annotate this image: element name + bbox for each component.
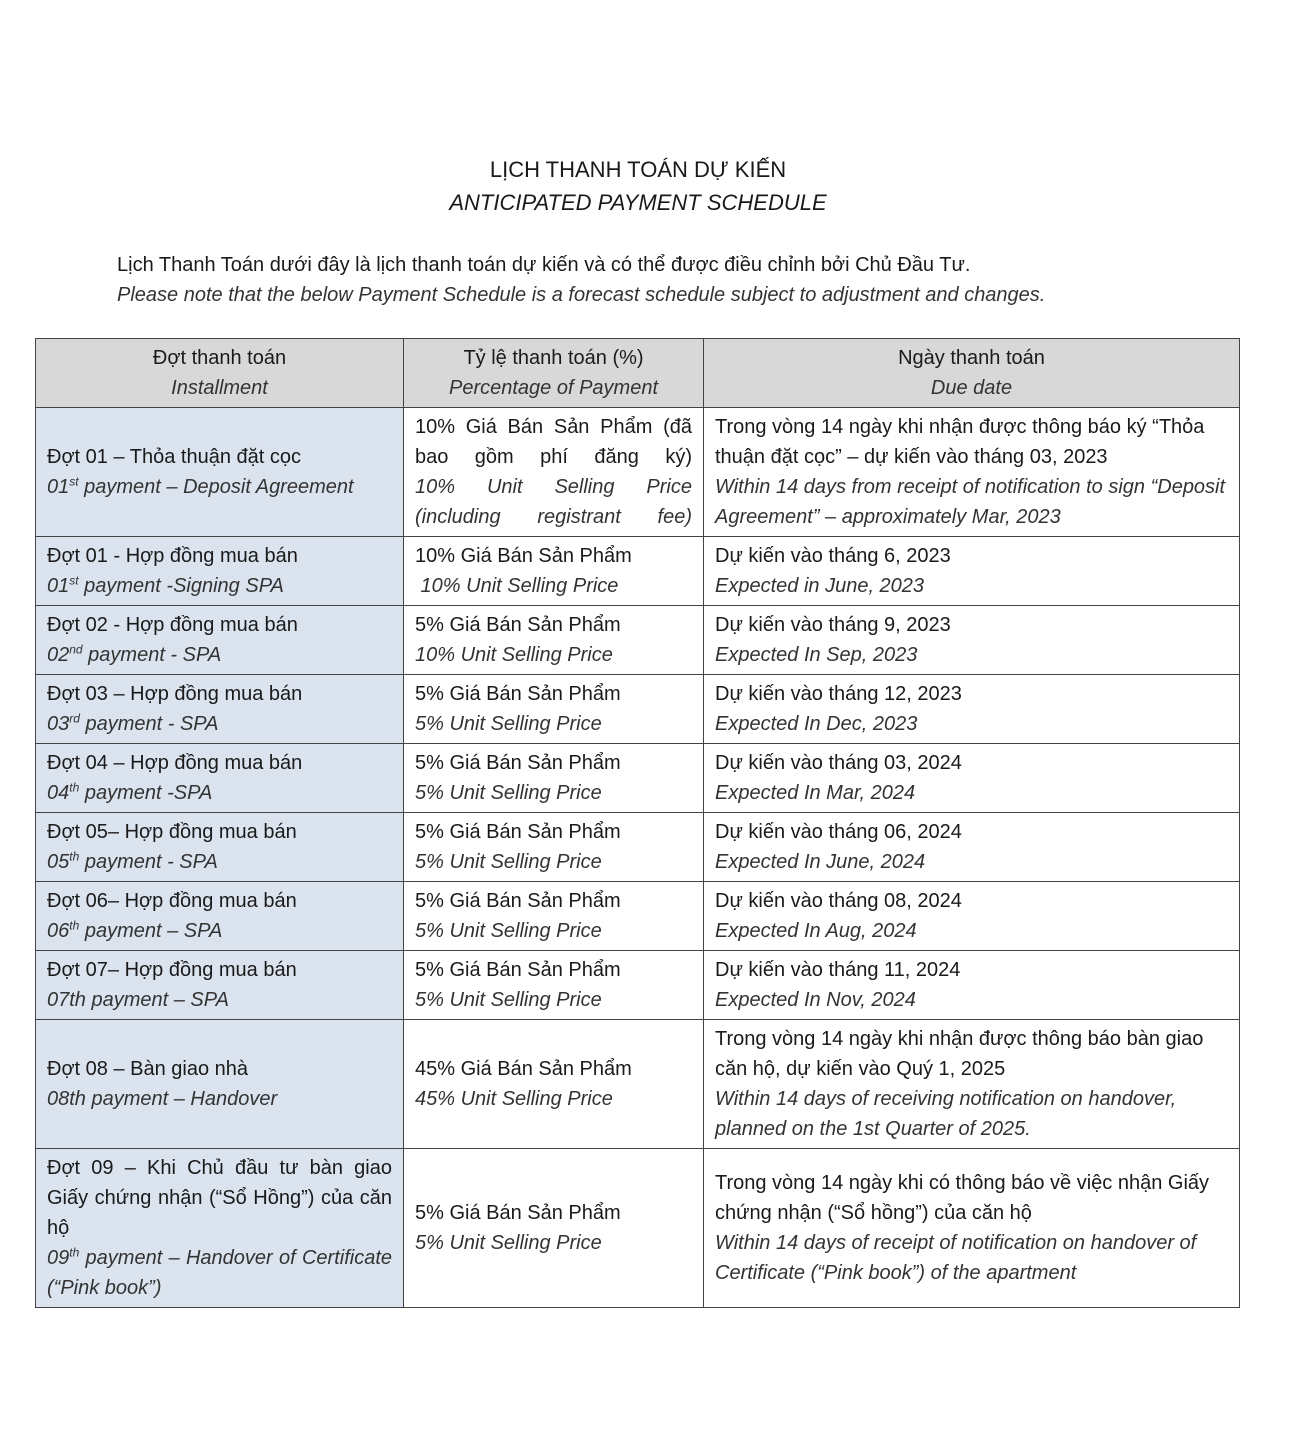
percentage-en: 10% Unit Selling Price (including registrant fee) — [415, 476, 692, 528]
installment-cell — [36, 606, 404, 675]
due-date-cell — [704, 882, 1240, 951]
installment-vi: Đợt 07– Hợp đồng mua bán — [47, 959, 297, 981]
percentage-en: 5% Unit Selling Price — [415, 851, 602, 873]
table-row — [36, 408, 1240, 537]
header-percentage — [404, 339, 704, 408]
installment-en: 05th payment - SPA — [47, 849, 218, 873]
due-date-cell — [704, 537, 1240, 606]
due-date-en: Expected in June, 2023 — [715, 575, 925, 597]
installment-vi: Đợt 01 - Hợp đồng mua bán — [47, 545, 298, 567]
percentage-en: 5% Unit Selling Price — [415, 782, 602, 804]
due-date-cell — [704, 1020, 1240, 1149]
due-date-en: Expected In Nov, 2024 — [715, 989, 916, 1011]
payment-schedule-table — [35, 338, 1240, 1308]
title-english: ANTICIPATED PAYMENT SCHEDULE — [449, 190, 827, 215]
table-header-row — [36, 339, 1240, 408]
percentage-en: 5% Unit Selling Price — [415, 713, 602, 735]
percentage-vi: 10% Giá Bán Sản Phẩm (đã bao gồm phí đăng ký) — [415, 416, 692, 468]
due-date-vi: Dự kiến vào tháng 03, 2024 — [715, 752, 962, 774]
installment-vi: Đợt 01 – Thỏa thuận đặt cọc — [47, 446, 302, 468]
note-vietnamese: Lịch Thanh Toán dưới đây là lịch thanh toán dự kiến và có thể được điều chỉnh bởi Chủ Đầu Tư. — [117, 254, 971, 276]
table-row — [36, 1149, 1240, 1308]
table-row — [36, 951, 1240, 1020]
installment-vi: Đợt 02 - Hợp đồng mua bán — [47, 614, 298, 636]
installment-en: 03rd payment - SPA — [47, 711, 219, 735]
due-date-vi: Trong vòng 14 ngày khi nhận được thông báo bàn giao căn hộ, dự kiến vào Quý 1, 2025 — [715, 1028, 1204, 1080]
percentage-en: 10% Unit Selling Price — [415, 644, 613, 666]
installment-cell — [36, 813, 404, 882]
due-date-vi: Dự kiến vào tháng 12, 2023 — [715, 683, 962, 705]
installment-vi: Đợt 05– Hợp đồng mua bán — [47, 821, 297, 843]
percentage-vi: 10% Giá Bán Sản Phẩm — [415, 545, 632, 567]
due-date-cell — [704, 813, 1240, 882]
header-installment-en: Installment — [171, 377, 268, 399]
installment-cell — [36, 882, 404, 951]
installment-en: 04th payment -SPA — [47, 780, 213, 804]
due-date-en: Expected In Aug, 2024 — [715, 920, 917, 942]
due-date-en: Within 14 days of receiving notification on handover, planned on the 1st Quarter of 2025. — [715, 1088, 1177, 1140]
installment-en: 01st payment – Deposit Agreement — [47, 474, 354, 498]
header-installment — [36, 339, 404, 408]
installment-vi: Đợt 04 – Hợp đồng mua bán — [47, 752, 303, 774]
percentage-vi: 5% Giá Bán Sản Phẩm — [415, 821, 621, 843]
percentage-cell — [404, 537, 704, 606]
percentage-vi: 5% Giá Bán Sản Phẩm — [415, 890, 621, 912]
installment-cell — [36, 951, 404, 1020]
percentage-cell — [404, 675, 704, 744]
percentage-cell — [404, 1020, 704, 1149]
percentage-cell — [404, 882, 704, 951]
percentage-en: 5% Unit Selling Price — [415, 989, 602, 1011]
table-row — [36, 882, 1240, 951]
due-date-vi: Dự kiến vào tháng 11, 2024 — [715, 959, 961, 981]
installment-cell — [36, 1149, 404, 1308]
header-percentage-vi: Tỷ lệ thanh toán (%) — [463, 347, 644, 369]
note-english: Please note that the below Payment Schedule is a forecast schedule subject to adjustment and changes. — [117, 284, 1046, 306]
header-percentage-en: Percentage of Payment — [448, 377, 658, 399]
title-vietnamese: LỊCH THANH TOÁN DỰ KIẾN — [489, 157, 787, 182]
percentage-vi: 5% Giá Bán Sản Phẩm — [415, 683, 621, 705]
installment-en: 09th payment – Handover of Certificate (“Pink book”) — [47, 1245, 392, 1299]
installment-en: 01st payment -Signing SPA — [47, 573, 284, 597]
percentage-en: 5% Unit Selling Price — [415, 920, 602, 942]
installment-en: 06th payment – SPA — [47, 918, 223, 942]
due-date-cell — [704, 606, 1240, 675]
installment-en: 07th payment – SPA — [47, 989, 229, 1011]
percentage-vi: 5% Giá Bán Sản Phẩm — [415, 959, 621, 981]
due-date-en: Within 14 days from receipt of notification to sign “Deposit Agreement” – approximately Mar, 2023 — [715, 476, 1226, 528]
due-date-cell — [704, 744, 1240, 813]
due-date-vi: Dự kiến vào tháng 6, 2023 — [715, 545, 951, 567]
installment-en: 02nd payment - SPA — [47, 642, 222, 666]
due-date-vi: Dự kiến vào tháng 08, 2024 — [715, 890, 962, 912]
table-row — [36, 537, 1240, 606]
due-date-en: Expected In Dec, 2023 — [715, 713, 918, 735]
header-due-en: Due date — [930, 377, 1013, 399]
due-date-en: Within 14 days of receipt of notification on handover of Certificate (“Pink book”) of the apartment — [715, 1232, 1197, 1284]
installment-vi: Đợt 08 – Bàn giao nhà — [47, 1058, 249, 1080]
table-row — [36, 744, 1240, 813]
installment-cell — [36, 537, 404, 606]
due-date-cell — [704, 675, 1240, 744]
due-date-cell — [704, 951, 1240, 1020]
table-row — [36, 813, 1240, 882]
table-row — [36, 675, 1240, 744]
installment-cell — [36, 744, 404, 813]
header-due-date — [704, 339, 1240, 408]
due-date-vi: Dự kiến vào tháng 06, 2024 — [715, 821, 962, 843]
installment-cell — [36, 408, 404, 537]
due-date-vi: Trong vòng 14 ngày khi nhận được thông báo ký “Thỏa thuận đặt cọc” – dự kiến vào tháng 03, 2023 — [715, 416, 1205, 468]
percentage-cell — [404, 1149, 704, 1308]
header-installment-vi: Đợt thanh toán — [152, 347, 287, 369]
installment-vi: Đợt 09 – Khi Chủ đầu tư bàn giao Giấy chứng nhận (“Sổ Hồng”) của căn hộ — [47, 1157, 392, 1239]
due-date-vi: Trong vòng 14 ngày khi có thông báo về việc nhận Giấy chứng nhận (“Sổ hồng”) của căn hộ — [715, 1172, 1210, 1224]
document-title — [0, 153, 1276, 219]
due-date-en: Expected In Mar, 2024 — [715, 782, 916, 804]
installment-en: 08th payment – Handover — [47, 1088, 278, 1110]
percentage-cell — [404, 744, 704, 813]
due-date-en: Expected In June, 2024 — [715, 851, 926, 873]
percentage-en: 45% Unit Selling Price — [415, 1088, 613, 1110]
installment-vi: Đợt 03 – Hợp đồng mua bán — [47, 683, 303, 705]
percentage-en: 10% Unit Selling Price — [415, 575, 619, 597]
installment-cell — [36, 1020, 404, 1149]
schedule-note — [117, 250, 1045, 310]
due-date-cell — [704, 408, 1240, 537]
table-row — [36, 1020, 1240, 1149]
installment-cell — [36, 675, 404, 744]
percentage-vi: 45% Giá Bán Sản Phẩm — [415, 1058, 632, 1080]
percentage-cell — [404, 408, 704, 537]
table-row — [36, 606, 1240, 675]
header-due-vi: Ngày thanh toán — [898, 347, 1045, 369]
percentage-vi: 5% Giá Bán Sản Phẩm — [415, 752, 621, 774]
due-date-cell — [704, 1149, 1240, 1308]
percentage-cell — [404, 606, 704, 675]
percentage-vi: 5% Giá Bán Sản Phẩm — [415, 1202, 621, 1224]
percentage-vi: 5% Giá Bán Sản Phẩm — [415, 614, 621, 636]
percentage-cell — [404, 813, 704, 882]
percentage-en: 5% Unit Selling Price — [415, 1232, 602, 1254]
percentage-cell — [404, 951, 704, 1020]
due-date-en: Expected In Sep, 2023 — [715, 644, 918, 666]
due-date-vi: Dự kiến vào tháng 9, 2023 — [715, 614, 951, 636]
installment-vi: Đợt 06– Hợp đồng mua bán — [47, 890, 297, 912]
